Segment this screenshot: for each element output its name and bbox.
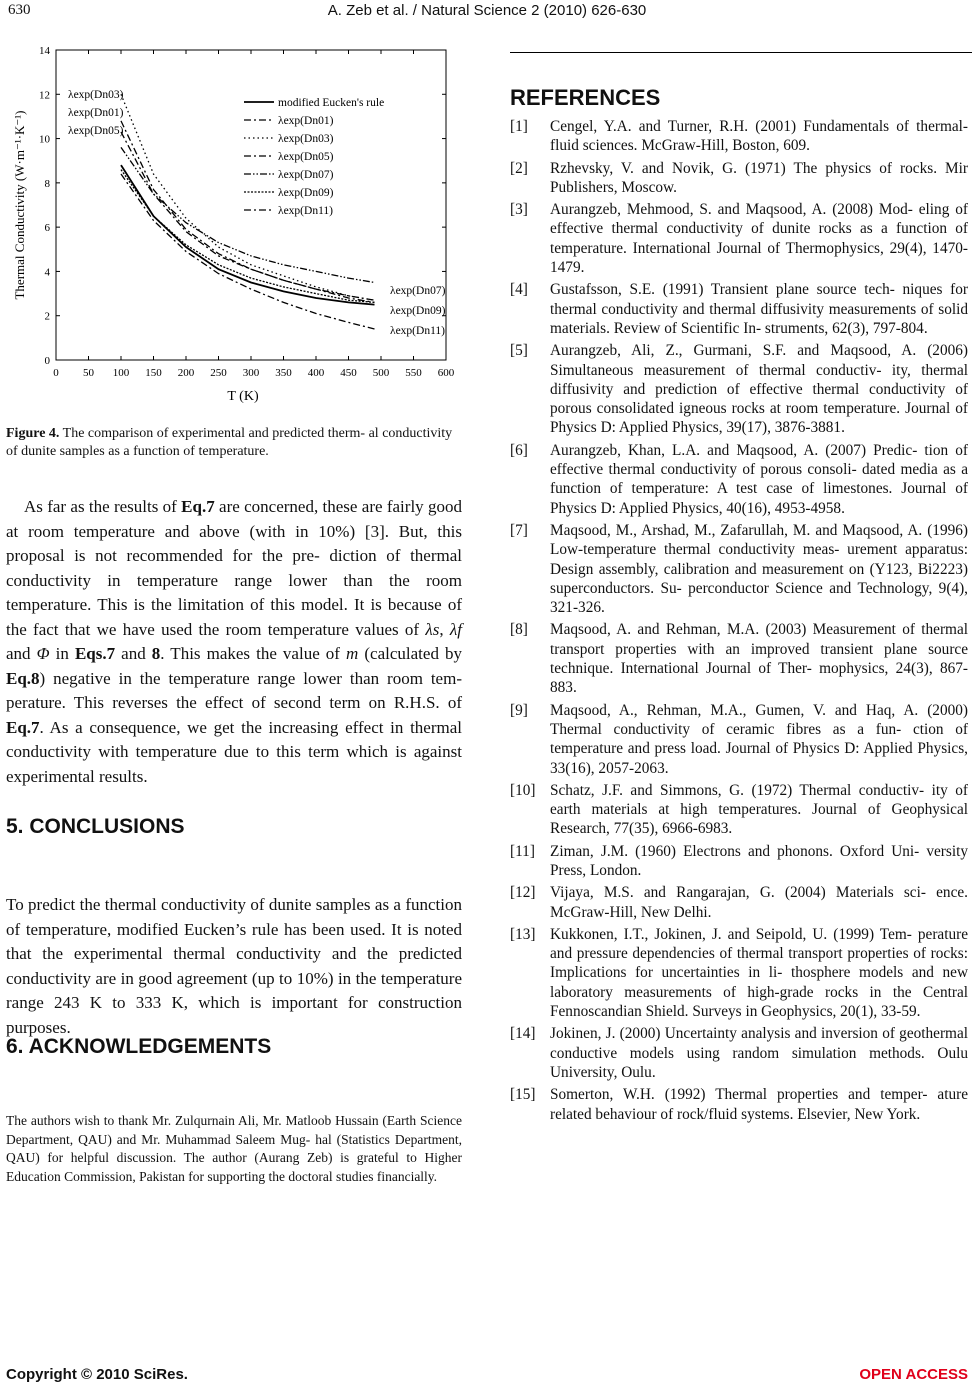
legend-label: λexp(Dn01) <box>278 115 334 127</box>
body-comma: , <box>439 619 450 639</box>
y-tick-label: 6 <box>44 222 50 235</box>
annotation-label: λexp(Dn09) <box>390 305 446 317</box>
phi-symbol: Φ <box>36 644 50 663</box>
reference-text: Aurangzeb, Ali, Z., Gurmani, S.F. and Maqsood, A. (2006) Simultaneous measurement of thermal conductiv- ity, thermal diffusivity and prediction of effective thermal conductivity of porous consolidated igneous rocks at room temperature. Journal of Physics D: Applied Physics, 39(17), 3876-3881. <box>550 342 968 437</box>
lambda-s-symbol: λs <box>425 619 440 639</box>
acknowledgements-text: The authors wish to thank Mr. Zulqurnain Ali, Mr. Matloob Hussain (Earth Science Department, QAU) and Mr. Muhammad Saleem Mug- hal (Statistics Department, QAU) for helpful discussion. The author (Aurang Zeb) is grateful to Higher Education Commission, Pakistan for supporting the doctoral studies financially. <box>6 1113 462 1184</box>
lambda-f-symbol: λf <box>449 619 463 639</box>
reference-text: Jokinen, J. (2000) Uncertainty analysis and inversion of geothermal conductive models using random simulation methods. Oulu University, Oulu. <box>550 1025 968 1081</box>
reference-number: [12] <box>510 884 536 902</box>
reference-item <box>510 883 968 922</box>
y-axis-label: Thermal Conductivity (W·m⁻¹·K⁻¹) <box>12 110 27 300</box>
footer-open-access: OPEN ACCESS <box>859 1366 968 1383</box>
reference-number: [13] <box>510 925 536 943</box>
chart-svg <box>6 40 462 412</box>
x-tick-label: 150 <box>145 367 162 379</box>
reference-item <box>510 701 968 778</box>
header-rule <box>510 52 972 53</box>
reference-number: [4] <box>510 281 528 299</box>
x-tick-label: 550 <box>405 367 422 379</box>
reference-text: Gustafsson, S.E. (1991) Transient plane source tech- niques for thermal conductivity and thermal diffusivity measurements of solid materials. Review of Scientific In- struments, 62(3), 797-804. <box>550 281 968 337</box>
eq7-ref-2: Eq.7 <box>6 717 40 737</box>
body-text-3: . This makes the value of <box>160 644 347 663</box>
eq7-ref: Eq.7 <box>181 497 215 516</box>
reference-text: Ziman, J.M. (1960) Electrons and phonons. Oxford Uni- versity Press, London. <box>550 842 968 879</box>
x-tick-label: 0 <box>53 367 59 379</box>
x-tick-label: 450 <box>340 367 357 379</box>
conclusions-text: To predict the thermal conductivity of dunite samples as a function of temperature, modified Eucken’s rule has been used. It is noted that the experimental thermal conductivity and the predicted conductivity are in good agreement (up to 10%) in the temperature range 243 K to 333 K, which is important for construction purposes. <box>6 895 462 1037</box>
legend-label: λexp(Dn05) <box>278 151 334 163</box>
x-tick-label: 300 <box>242 367 260 379</box>
reference-item <box>510 620 968 697</box>
x-tick-label: 50 <box>83 367 94 379</box>
reference-item <box>510 1085 968 1124</box>
m-symbol: m <box>346 644 359 663</box>
body-text-5: ) negative in the temperature range lower than room tem- perature. This reverses the effect of second term on R.H.S. of <box>6 668 462 712</box>
x-axis-label: T (K) <box>227 389 259 404</box>
series-line <box>121 170 375 303</box>
reference-text: Aurangzeb, Khan, L.A. and Maqsood, A. (2007) Predic- tion of effective thermal conductivity of porous consoli- dated media as a function of temperature: A test case of limestones. Journal of Physics D: Applied Physics, 40(16), 4953-4958. <box>550 441 968 517</box>
body-in: in <box>49 644 75 663</box>
reference-item <box>510 280 968 338</box>
reference-text: Maqsood, A. and Rehman, M.A. (2003) Measurement of thermal transport properties with an improved transient plane source technique. International Journal of Ther- mophysics, 24(3), 867-883. <box>550 621 968 697</box>
y-tick-label: 0 <box>44 355 50 367</box>
reference-text: Cengel, Y.A. and Turner, R.H. (2001) Fundamentals of thermal-fluid sciences. McGraw-Hill, Boston, 609. <box>550 118 968 155</box>
body-and-2: and <box>115 644 152 663</box>
reference-number: [1] <box>510 118 528 135</box>
reference-item <box>510 925 968 1021</box>
body-text-2: are concerned, these are fairly good at room temperature and above (with in 10%) [3]. But, this proposal is not recommended for the pre- diction of thermal conductivity in temperature range lower than the room temperature. This is the limitation of this model. It is because of the fact that we have used the room temperature values of <box>6 497 462 639</box>
reference-text: Schatz, J.F. and Simmons, G. (1972) Thermal conductiv- ity of earth materials at high temperatures. Journal of Geophysical Research, 77(35), 6966-6983. <box>550 781 968 838</box>
running-title: A. Zeb et al. / Natural Science 2 (2010) 626-630 <box>327 2 647 19</box>
reference-number: [9] <box>510 701 528 719</box>
reference-text: Maqsood, A., Rehman, M.A., Gumen, V. and Haq, A. (2000) Thermal conductivity of ceramic fibres as a fun- ction of temperature and press load. Journal of Physics D: Applied Physics, 33(16), 2057-2063. <box>550 701 968 777</box>
reference-text: Maqsood, M., Arshad, M., Zafarullah, M. and Maqsood, A. (1996) Low-temperature thermal conductivity meas- urement apparatus: Design assembly, calibration and measurement on (Y123, Bi2223) superconductors. Su- perconductor Science and Technology, 9(4), 321-326. <box>550 521 968 617</box>
reference-item <box>510 521 968 617</box>
series-line <box>121 165 375 305</box>
annotation-label: λexp(Dn05) <box>68 125 124 137</box>
reference-item <box>510 159 968 198</box>
reference-item <box>510 341 968 437</box>
body-text-1: As far as the results of <box>24 497 182 516</box>
annotation-label: λexp(Dn01) <box>68 107 124 119</box>
reference-text: Somerton, W.H. (1992) Thermal properties and temper- ature related behaviour of rock/fluid systems. Elsevier, New York. <box>550 1086 968 1123</box>
body-paragraph <box>6 495 462 789</box>
legend-label: λexp(Dn09) <box>278 187 334 199</box>
reference-item <box>510 1024 968 1082</box>
x-tick-label: 350 <box>275 367 292 379</box>
figure-4-chart <box>6 40 462 412</box>
body-text-4: (calculated by <box>358 644 463 663</box>
x-tick-label: 400 <box>307 367 325 379</box>
legend-label: modified Eucken's rule <box>278 97 385 109</box>
reference-number: [2] <box>510 159 528 177</box>
x-tick-label: 500 <box>372 367 390 379</box>
figure-caption-label: Figure 4. <box>6 426 60 441</box>
y-tick-label: 4 <box>44 266 50 279</box>
reference-number: [7] <box>510 521 528 539</box>
body-text-6: . As a consequence, we get the increasing effect in thermal conductivity with temperature due to this term which is against experimental results. <box>6 717 462 786</box>
annotation-label: λexp(Dn11) <box>390 325 445 337</box>
reference-number: [14] <box>510 1025 536 1043</box>
eqs7-ref: Eqs.7 <box>74 644 116 663</box>
x-tick-label: 100 <box>112 367 130 379</box>
reference-item <box>510 441 968 518</box>
page-number: 630 <box>8 2 31 18</box>
figure-caption <box>6 425 462 461</box>
reference-text: Rzhevsky, V. and Novik, G. (1971) The physics of rocks. Mir Publishers, Moscow. <box>550 159 968 196</box>
reference-number: [8] <box>510 621 528 639</box>
references-heading: REFERENCES <box>510 85 661 110</box>
x-tick-label: 200 <box>177 367 195 379</box>
x-tick-label: 600 <box>437 367 455 379</box>
reference-number: [5] <box>510 342 528 360</box>
annotation-label: λexp(Dn03) <box>68 89 124 101</box>
legend-label: λexp(Dn07) <box>278 169 334 181</box>
body-and-1: and <box>6 644 37 663</box>
y-tick-label: 10 <box>39 133 50 146</box>
x-tick-label: 250 <box>210 367 227 379</box>
footer-copyright: Copyright © 2010 SciRes. <box>6 1366 188 1383</box>
reference-number: [11] <box>510 842 535 860</box>
reference-number: [3] <box>510 201 528 219</box>
y-tick-label: 2 <box>44 310 50 323</box>
series-line <box>121 147 375 282</box>
reference-number: [10] <box>510 781 536 799</box>
legend-label: λexp(Dn11) <box>278 205 333 217</box>
eq8-ref: Eq.8 <box>6 668 40 688</box>
reference-text: Vijaya, M.S. and Rangarajan, G. (2004) Materials sci- ence. McGraw-Hill, New Delhi. <box>550 884 968 921</box>
acknowledgements-heading: 6. ACKNOWLEDGEMENTS <box>6 1035 272 1058</box>
reference-item <box>510 117 968 156</box>
reference-item <box>510 200 968 277</box>
conclusions-heading: 5. CONCLUSIONS <box>6 815 185 838</box>
y-tick-label: 14 <box>39 45 50 57</box>
annotation-label: λexp(Dn07) <box>390 285 446 297</box>
series-line <box>121 132 375 300</box>
references-list <box>510 117 968 1127</box>
reference-number: [15] <box>510 1086 536 1104</box>
reference-number: [6] <box>510 441 528 459</box>
reference-item <box>510 781 968 839</box>
reference-text: Aurangzeb, Mehmood, S. and Maqsood, A. (2008) Mod- eling of effective thermal conductivity of dunite rocks as a function of temperature. International Journal of Thermophysics, 29(4), 1470-1479. <box>550 201 968 277</box>
legend-label: λexp(Dn03) <box>278 133 334 145</box>
y-tick-label: 12 <box>39 89 50 102</box>
figure-caption-text: The comparison of experimental and predicted therm- al conductivity of dunite samples as a function of temperature. <box>6 426 453 459</box>
y-tick-label: 8 <box>44 177 50 190</box>
eq8-number: 8 <box>151 644 161 663</box>
reference-text: Kukkonen, I.T., Jokinen, J. and Seipold, U. (1999) Tem- perature and pressure dependencies of thermal transport properties of rocks: Implications for uncertainties in li- thosphere models and new laboratory measurements of high-grade rocks in the Central Fennoscandian Shield. Surveys in Geophysics, 20(1), 33-59. <box>550 925 968 1021</box>
reference-item <box>510 842 968 881</box>
